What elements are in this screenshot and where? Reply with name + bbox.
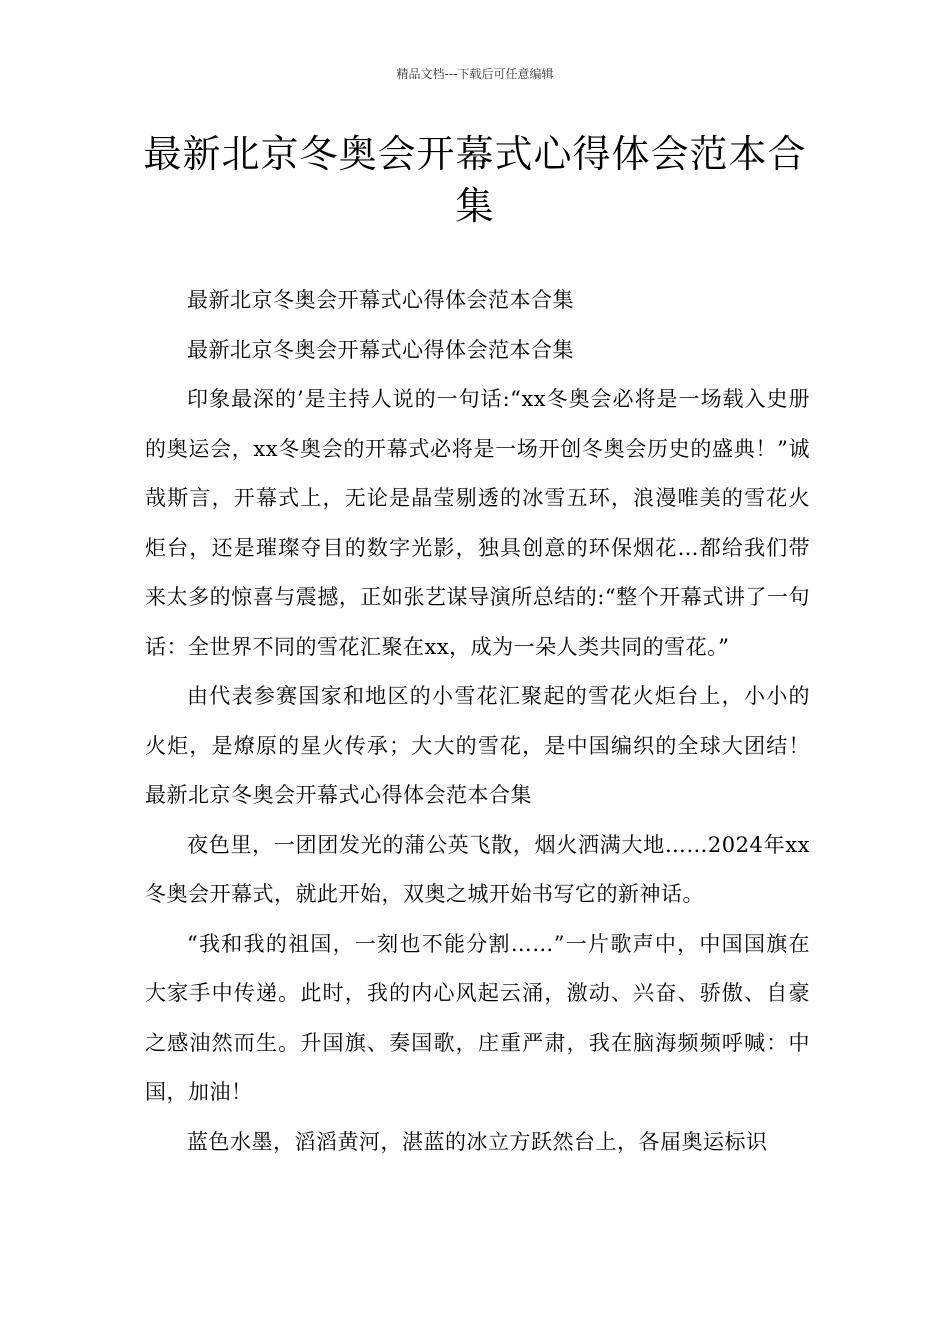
paragraph: 最新北京冬奥会开幕式心得体会范本合集 [187, 337, 574, 362]
paragraph: 由代表参赛国家和地区的小雪花汇聚起的雪花火炬台上，小小的火炬，是燎原的星火传承；大大的雪花，是中国编织的全球大团结！ 最新北京冬奥会开幕式心得体会范本合集 [145, 684, 853, 807]
paragraph: “我和我的祖国，一刻也不能分割……”一片歌声中，中国国旗在大家手中传递。此时，我的内心风起云涌，激动、兴奋、骄傲、自豪之感油然而生。升国旗、奏国歌，庄重严肃，我在脑海频频呼喊：中国，加油！ [145, 931, 810, 1104]
paragraph: 蓝色水墨，滔滔黄河，湛蓝的冰立方跃然台上，各届奥运标识 [187, 1129, 768, 1154]
document-title: 最新北京冬奥会开幕式心得体会范本合集 [143, 132, 807, 228]
paragraph: 最新北京冬奥会开幕式心得体会范本合集 [187, 288, 574, 312]
paragraph: 印象最深的’是主持人说的一句话:“xx冬奥会必将是一场载入史册的奥运会，xx冬奥会的开幕式必将是一场开创冬奥会历史的盛典！”诚哉斯言，开幕式上，无论是晶莹剔透的冰雪五环，浪漫唯美的雪花火炬台，还是璀璨夺目的数字光影，独具创意的环保烟花…都给我们带来太多的惊喜与震撼，正如张艺谋导演所总结的:“整个开幕式讲了一句话：全世界不同的雪花汇聚在xx，成为一朵人类共同的雪花。” [145, 387, 810, 659]
document-body [145, 276, 853, 1167]
page-header-note: 精品文档---下载后可任意编辑 [396, 67, 554, 81]
paragraph: 夜色里，一团团发光的蒲公英飞散，烟火洒满大地……2024年xx冬奥会开幕式，就此开始，双奥之城开始书写它的新神话。 [145, 832, 810, 906]
